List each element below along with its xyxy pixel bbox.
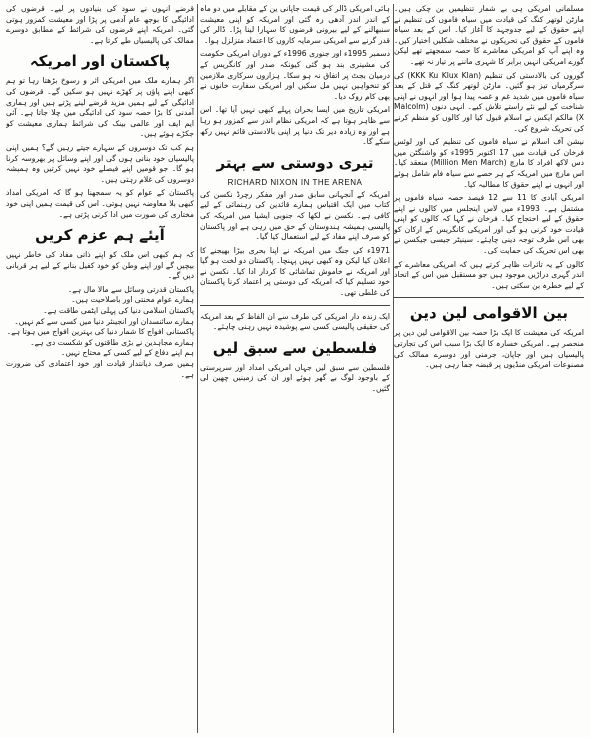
list-item: پاکستان اسلامی دنیا کی پہلی ایٹمی طاقت ہے۔: [43, 306, 194, 316]
section-heading: آیئے ہم عزم کریں: [35, 226, 165, 245]
column-rule: [197, 4, 198, 733]
paragraph: امریکہ کی معیشت کا ایک بڑا حصہ بین الاقوامی لین دین پر منحصر ہے۔ امریکی خسارہ کا ایک بڑا سبب اس کی تجارتی پالیسیاں ہیں اور جاپان، جرمنی اور دوسرے ممالک کی مصنوعات امریکی منڈیوں پر قبضہ جما رہی ہیں۔: [394, 328, 584, 370]
column-left: [6, 4, 194, 733]
paragraph: ہائی امریکی ڈالر کی قیمت جاپانی ین کے مقابلے میں دو ماہ کے اندر اندر آدھی رہ گئی اور امریکہ کو اپنی معیشت سنبھالنے کے لیے بیرونی قرضوں کا سہارا لینا پڑا۔ ڈالر کی قدر گرنے سے امریکی سرمایہ کاروں کا اعتماد متزلزل ہوا۔: [200, 4, 390, 45]
column-right: [394, 4, 584, 733]
section-heading: بین الاقوامی لین دین: [409, 304, 569, 323]
paragraph: قرضے انہوں نے سود کی بنیادوں پر لیے۔ قرضوں کی ادائیگی کا بوجھ عام آدمی پر پڑا اور معیشت کمزور ہوتی گئی۔ امریکہ اپنے قرضوں کی شرائط کے مطابق دوسرے ممالک کی پالیسیاں طے کرتا ہے۔: [6, 4, 194, 45]
paragraph: فلسطین سے سبق لیں جہاں امریکی امداد اور سرپرستی کے باوجود لوگ بے گھر ہوئے اور ان کی زمینیں چھین لی گئیں۔: [200, 362, 390, 394]
list-item: پاکستان قدرتی وسائل سے مالا مال ہے۔: [67, 284, 194, 294]
paragraph: نیشن آف اسلام نے سیاہ فاموں کی تنظیم کی اور لوئس فرخان کی قیادت میں 17 اکتوبر 1995ء کو واشنگٹن میں دس لاکھ افراد کا مارچ (Million Men March) منعقد کیا۔ اس مارچ میں امریکہ کے ہر حصے سے سیاہ فام شامل ہوئے اور انہوں نے اپنے حقوق کا مطالبہ کیا۔: [394, 137, 584, 189]
column-middle: [200, 4, 390, 733]
list-item: ہمارے سائنسدان اور انجینئر دنیا میں کسی سے کم نہیں۔: [14, 316, 194, 326]
divider: [200, 305, 390, 306]
list-item: ہمیں صرف دیانتدار قیادت اور خود اعتمادی کی ضرورت ہے۔: [6, 359, 194, 379]
paragraph: گوروں کی بالادستی کی تنظیم (KKK Ku Klux Klan) کی سرگرمیاں تیز ہو گئیں۔ مارٹن لوتھر کنگ کے قتل کے بعد سیاہ فاموں میں شدید غم و غصہ پیدا ہوا اور انہوں نے اپنی شناخت کے لیے نئے راستے تلاش کیے۔ انہی دنوں (Malcolm X) مالکم ایکس نے اسلام قبول کیا اور کالوں کو منظم کرنے کی تحریک شروع کی۔: [394, 70, 584, 133]
section-heading: تیری دوستی سے بہتر: [216, 153, 374, 172]
book-title: RICHARD NIXON IN THE ARENA: [227, 177, 363, 187]
paragraph: مسلمانی امریکی ہی بے شمار تنظیمیں بن چکی ہیں۔ مارٹن لوتھر کنگ کی قیادت میں سیاہ فاموں کی تنظیم نے اپنے حقوق کے لیے جدوجہد کا آغاز کیا۔ اس کے بعد سیاہ فاموں کے حقوق کی تحریکوں نے مختلف شکلیں اختیار کیں۔ وہ اپنے آپ کو امریکی معاشرے کا حصہ سمجھتے تھے لیکن گورے امریکی انہیں برابر کا شہری ماننے پر تیار نہ تھے۔: [394, 4, 584, 66]
list-item: ہمارے عوام محنتی اور باصلاحیت ہیں۔: [71, 295, 194, 305]
paragraph: ہم کب تک دوسروں کے سہارے جیتے رہیں گے؟ ہمیں اپنی پالیسیاں خود بنانی ہوں گی اور اپنے وسائل پر بھروسہ کرنا ہو گا۔ جو قومیں اپنے فیصلے خود نہیں کرتیں وہ ہمیشہ دوسروں کی غلام رہتی ہیں۔: [6, 142, 194, 184]
paragraph: اگر ہمارے ملک میں امریکی اثر و رسوخ بڑھتا رہا تو ہم کبھی اپنے پاؤں پر کھڑے نہیں ہو سکیں گے۔ قرضوں کی ادائیگی کے لیے ہمیں مزید قرضے لینے پڑتے ہیں اور ہماری آمدنی کا بڑا حصہ سود کی ادائیگی میں چلا جاتا ہے۔ آئی ایم ایف اور عالمی بینک کی شرائط ہماری معیشت کو جکڑے ہوئے ہیں۔: [6, 76, 194, 139]
paragraph: امریکی آبادی کا 11 سے 12 فیصد حصہ سیاہ فاموں پر مشتمل ہے۔ 1993ء میں لاس اینجلس میں کالوں نے اپنے حقوق کے لیے احتجاج کیا۔ فرخان نے کہا کہ کالوں کو اپنی قیادت خود کرنی ہو گی اور امریکی کانگریس کے ارکان کو بھی اس طرف توجہ دینی چاہئے۔ سینیٹر جیسی جیکسن نے بھی اس تحریک کی حمایت کی۔: [394, 193, 584, 256]
point-list: [6, 285, 194, 380]
paragraph: پاکستان کے عوام کو یہ سمجھنا ہو گا کہ امریکی امداد کبھی بلا معاوضہ نہیں ہوتی۔ اس کی قیمت ہمیں اپنی خود مختاری کی صورت میں ادا کرنی پڑتی ہے۔: [6, 188, 194, 219]
list-item: ہم اپنے دفاع کے لیے کسی کے محتاج نہیں۔: [60, 348, 194, 358]
paragraph: 1971ء کی جنگ میں امریکہ نے اپنا بحری بیڑا بھیجنے کا اعلان کیا لیکن وہ کبھی نہیں پہنچا۔ پاکستان دو لخت ہو گیا اور امریکہ نے خاموش تماشائی کا کردار ادا کیا۔ نکسن نے خود تسلیم کیا کہ امریکہ کی دوستی پر اعتماد کرنا پاکستان کی غلطی تھی۔: [200, 245, 390, 298]
section-heading: فلسطین سے سبق لیں: [212, 338, 378, 357]
paragraph: کہ ہم کبھی اس ملک کو اپنے ذاتی مفاد کی خاطر نہیں بیچیں گے اور اپنے وطن کو خود کفیل بنانے کے لیے ہر قربانی دیں گے۔: [6, 250, 194, 281]
list-item: پاکستانی افواج کا شمار دنیا کی بہترین افواج میں ہوتا ہے۔: [6, 327, 194, 337]
list-item: ہمارے مجاہدین نے بڑی طاقتوں کو شکست دی ہے۔: [30, 337, 194, 347]
column-rule: [393, 4, 394, 733]
paragraph: دسمبر 1995ء اور جنوری 1996ء کے دوران امریکی حکومت کی مشینری بند ہو گئی کیونکہ صدر اور کانگریس کے درمیان بجٹ پر اتفاق نہ ہو سکا۔ ہزاروں سرکاری ملازمین کو تنخواہیں نہیں مل سکیں اور امریکی سفارت خانوں نے بھی کام روک دیا۔: [200, 49, 390, 101]
paragraph: ایک زندہ دار امریکی کی طرف سے ان الفاظ کے بعد امریکہ کی حقیقی پالیسی کسی سے پوشیدہ نہیں رہنی چاہئے۔: [200, 311, 390, 332]
section-heading: پاکستان اور امریکہ: [29, 52, 171, 71]
paragraph: امریکی تاریخ میں ایسا بحران پہلے کبھی نہیں آیا تھا۔ اس سے ظاہر ہوتا ہے کہ امریکی نظام اندر سے کمزور ہو رہا ہے اور وہ زیادہ دیر تک دنیا پر اپنی بالادستی قائم نہیں رکھ سکے گا۔: [200, 105, 390, 147]
paragraph: کالوں کے یہ تاثرات ظاہر کرتے ہیں کہ امریکی معاشرے کے اندر گہری دراڑیں موجود ہیں جو مستقبل میں اس کے اتحاد کے لیے خطرہ بن سکتی ہیں۔: [394, 259, 584, 290]
paragraph: امریکہ کے آنجہانی سابق صدر اور مفکر رچرڈ نکسن کی کتاب میں ایک اقتباس ہمارے قائدین کی رہنمائی کے لیے کافی ہے۔ نکسن نے لکھا کہ جنوبی ایشیا میں امریکہ کی پالیسی ہمیشہ ہندوستان کے حق میں رہی ہے اور پاکستان کو صرف اپنے مفاد کے لیے استعمال کیا گیا۔: [200, 189, 390, 242]
divider: [394, 297, 584, 298]
